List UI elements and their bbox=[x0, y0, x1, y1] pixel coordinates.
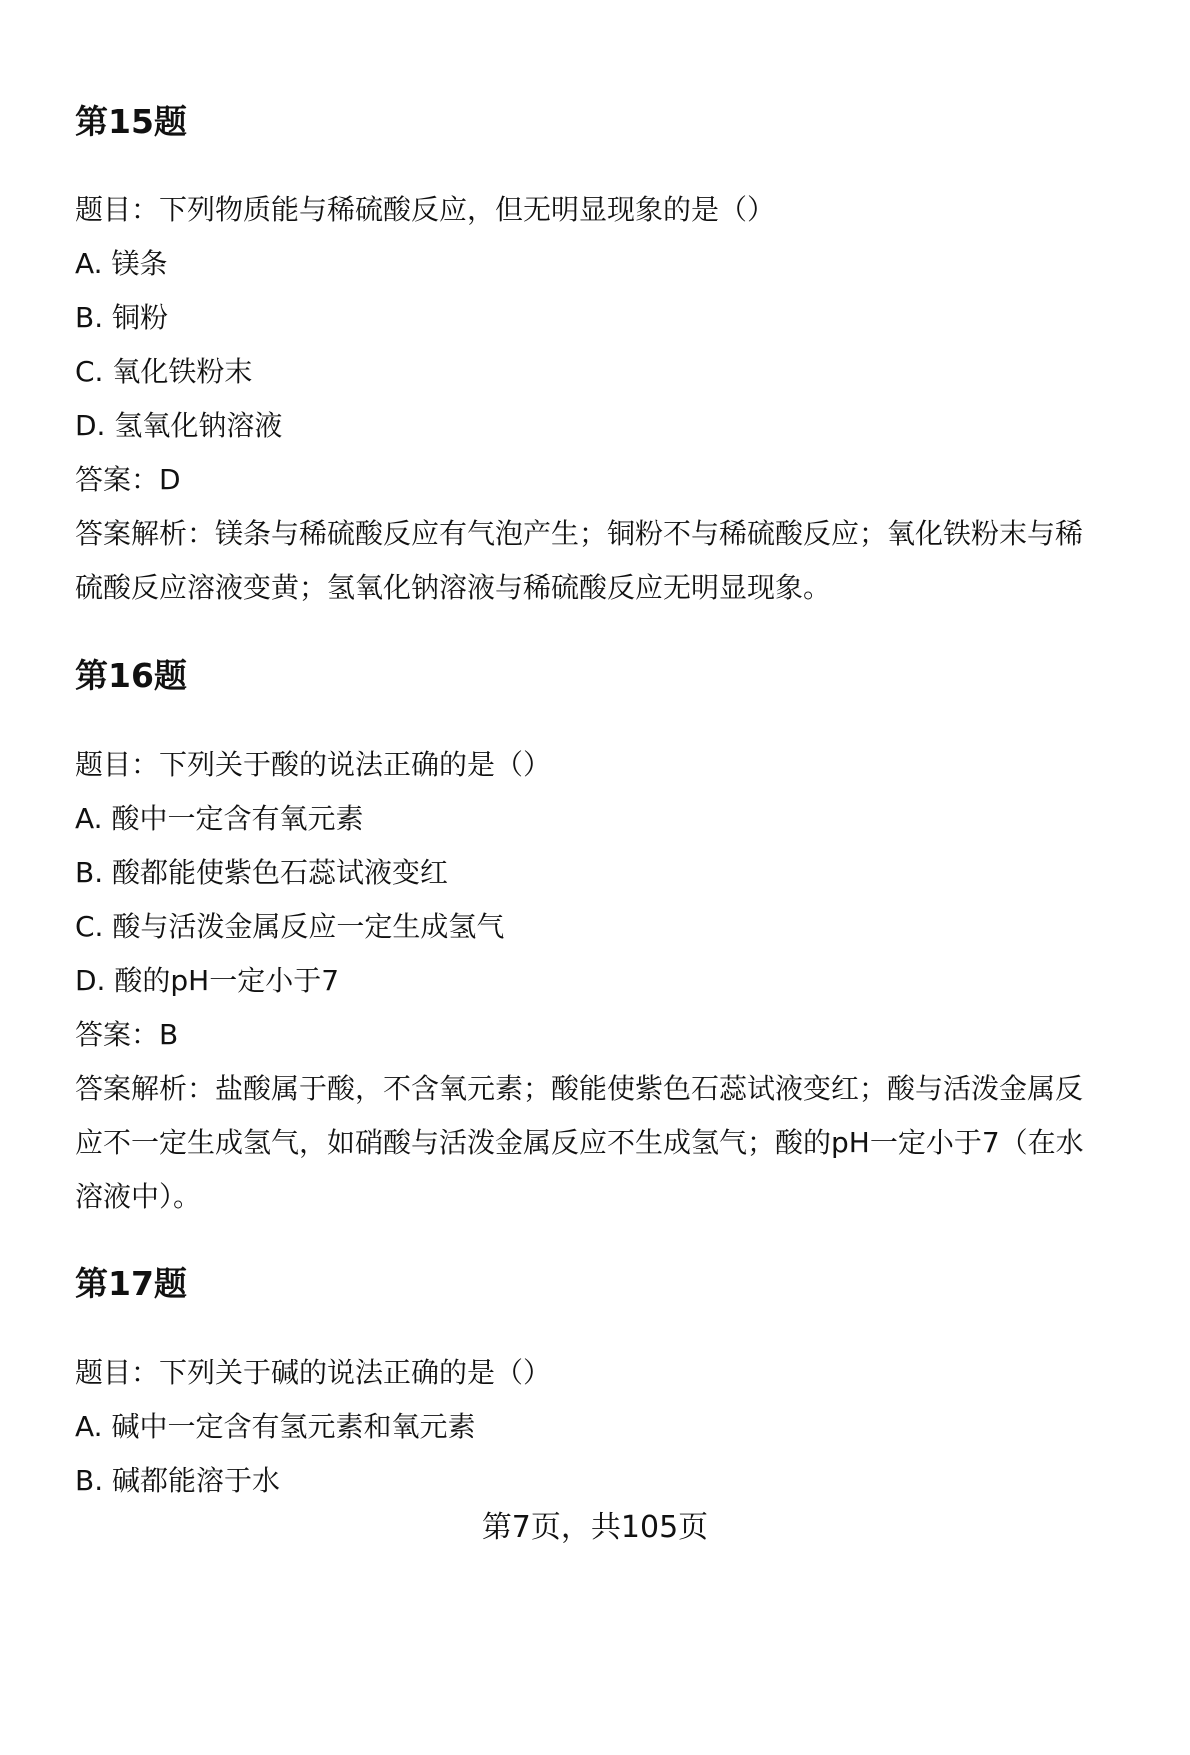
option-a: A. 酸中一定含有氧元素 bbox=[75, 802, 364, 835]
option-c: C. 酸与活泼金属反应一定生成氢气 bbox=[75, 910, 505, 943]
option-a: A. 碱中一定含有氢元素和氧元素 bbox=[75, 1410, 476, 1443]
option-d: D. 氢氧化钠溶液 bbox=[75, 409, 283, 442]
analysis-line: 答案解析：盐酸属于酸，不含氧元素；酸能使紫色石蕊试液变红；酸与活泼金属反 bbox=[75, 1072, 1084, 1105]
question-heading: 第17题 bbox=[75, 1264, 187, 1303]
question-heading: 第16题 bbox=[75, 656, 187, 695]
question-stem: 题目：下列物质能与稀硫酸反应，但无明显现象的是（） bbox=[75, 193, 776, 226]
analysis-line: 硫酸反应溶液变黄；氢氧化钠溶液与稀硫酸反应无明显现象。 bbox=[75, 571, 832, 604]
answer: 答案：B bbox=[75, 1018, 179, 1051]
option-c: C. 氧化铁粉末 bbox=[75, 355, 253, 388]
option-b: B. 碱都能溶于水 bbox=[75, 1464, 281, 1497]
analysis-line: 应不一定生成氢气，如硝酸与活泼金属反应不生成氢气；酸的pH一定小于7（在水 bbox=[75, 1126, 1084, 1159]
question-heading: 第15题 bbox=[75, 102, 187, 141]
answer: 答案：D bbox=[75, 463, 181, 496]
option-b: B. 酸都能使紫色石蕊试液变红 bbox=[75, 856, 449, 889]
option-d: D. 酸的pH一定小于7 bbox=[75, 964, 340, 997]
analysis-line: 溶液中）。 bbox=[75, 1180, 202, 1213]
question-stem: 题目：下列关于酸的说法正确的是（） bbox=[75, 748, 552, 781]
option-a: A. 镁条 bbox=[75, 247, 168, 280]
question-stem: 题目：下列关于碱的说法正确的是（） bbox=[75, 1356, 552, 1389]
option-b: B. 铜粉 bbox=[75, 301, 169, 334]
page-number: 第7页，共105页 bbox=[481, 1510, 709, 1545]
analysis-line: 答案解析：镁条与稀硫酸反应有气泡产生；铜粉不与稀硫酸反应；氧化铁粉末与稀 bbox=[75, 517, 1084, 550]
